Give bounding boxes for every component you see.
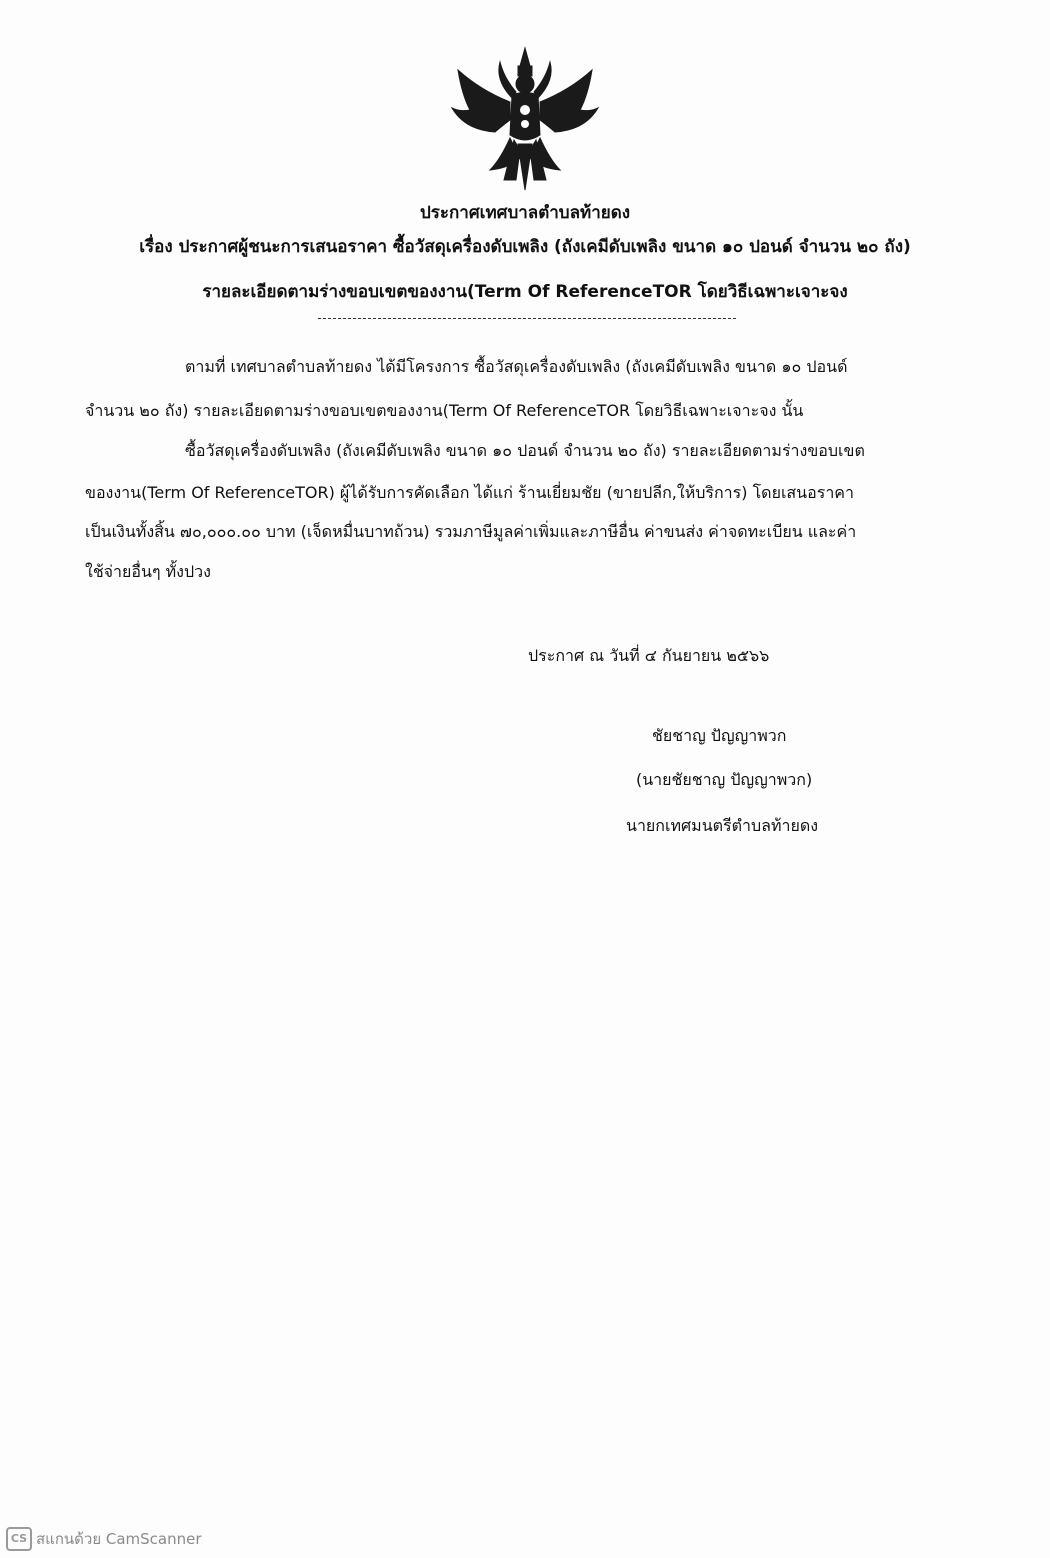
document-title: ประกาศเทศบาลตำบลท้ายดง [419,203,631,223]
signatory-position: นายกเทศมนตรีตำบลท้ายดง [626,816,819,835]
signatory-name: (นายชัยชาญ ปัญญาพวก) [636,770,813,789]
paragraph-1-line-1: ตามที่ เทศบาลตำบลท้ายดง ได้มีโครงการ ซื้อวัสดุเครื่องดับเพลิง (ถังเคมีดับเพลิง ขนาด ๑๐ ปอนด์ [185,357,848,376]
paragraph-2-line-1: ซื้อวัสดุเครื่องดับเพลิง (ถังเคมีดับเพลิง ขนาด ๑๐ ปอนด์ จำนวน ๒๐ ถัง) รายละเอียดตามร่างขอบเขต [185,441,865,460]
signature: ชัยชาญ ปัญญาพวก [652,726,787,745]
announcement-date: ประกาศ ณ วันที่ ๔ กันยายน ๒๕๖๖ [528,646,770,665]
camscanner-logo-icon: CS [6,1527,32,1551]
separator-line [318,318,736,319]
document-subject: เรื่อง ประกาศผู้ชนะการเสนอราคา ซื้อวัสดุเครื่องดับเพลิง (ถังเคมีดับเพลิง ขนาด ๑๐ ปอนด์ จำนวน ๒๐ ถัง) [139,237,911,257]
camscanner-watermark [6,1527,202,1551]
paragraph-2-line-2: ของงาน(Term Of ReferenceTOR) ผู้ได้รับการคัดเลือก ได้แก่ ร้านเยี่ยมชัย (ขายปลีก,ให้บริการ) โดยเสนอราคา [85,483,854,502]
garuda-emblem-icon [440,40,610,200]
paragraph-2-line-4: ใช้จ่ายอื่นๆ ทั้งปวง [85,562,211,581]
paragraph-2-line-3: เป็นเงินทั้งสิ้น ๗๐,๐๐๐.๐๐ บาท (เจ็ดหมื่นบาทถ้วน) รวมภาษีมูลค่าเพิ่มและภาษีอื่น ค่าขนส่ง ค่าจดทะเบียน และค่า [85,522,857,541]
paragraph-1-line-2: จำนวน ๒๐ ถัง) รายละเอียดตามร่างขอบเขตของงาน(Term Of ReferenceTOR โดยวิธีเฉพาะเจาะจง นั้น [85,401,804,420]
document-subject-detail: รายละเอียดตามร่างขอบเขตของงาน(Term Of ReferenceTOR โดยวิธีเฉพาะเจาะจง [202,282,848,302]
camscanner-text: สแกนด้วย CamScanner [36,1530,202,1548]
